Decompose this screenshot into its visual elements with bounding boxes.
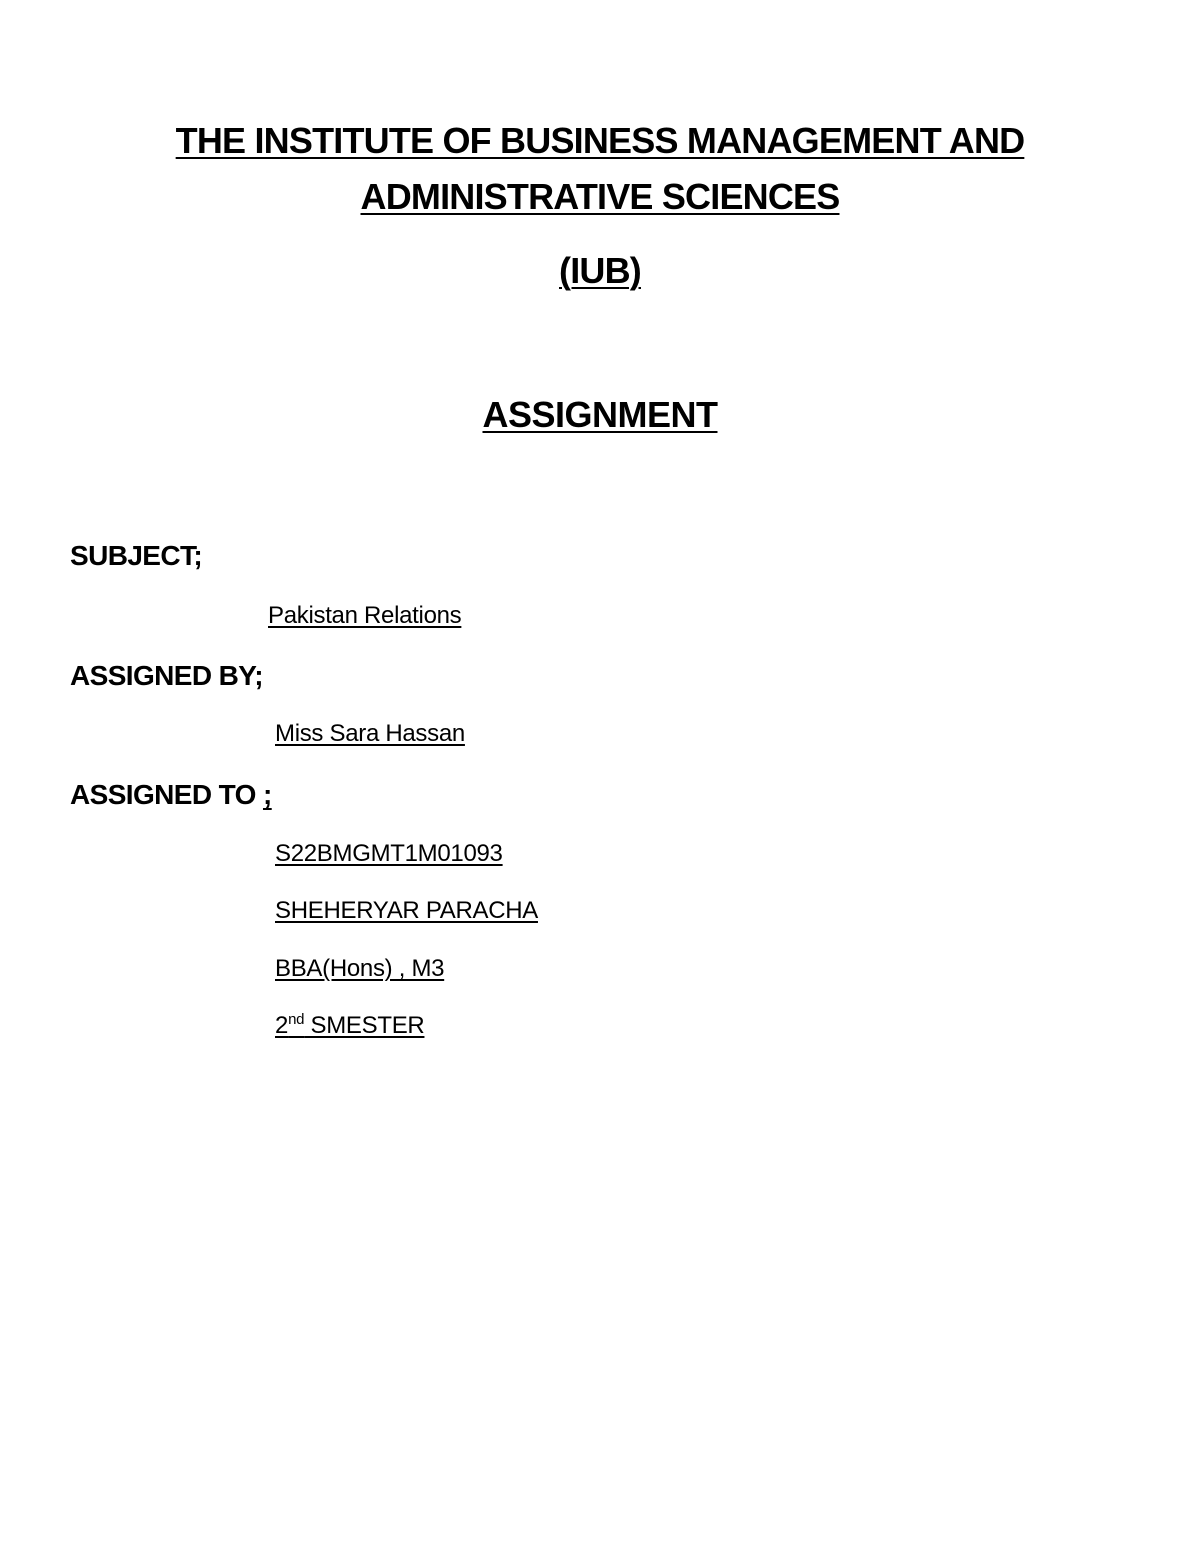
document-type-heading: ASSIGNMENT (482, 394, 718, 435)
student-name: SHEHERYAR PARACHA (275, 897, 538, 924)
semester-ordinal-suffix: nd (288, 1011, 305, 1028)
assigned-to-label (70, 779, 272, 811)
student-program: BBA(Hons) , M3 (275, 955, 445, 982)
assigned-to-label-semicolon: ; (262, 779, 272, 810)
subject-value: Pakistan Relations (268, 602, 462, 629)
institute-title-line-1: THE INSTITUTE OF BUSINESS MANAGEMENT AND (175, 120, 1025, 161)
assigned-by-value: Miss Sara Hassan (275, 720, 465, 747)
student-id: S22BMGMT1M01093 (275, 840, 503, 867)
institute-abbreviation: (IUB) (559, 250, 641, 291)
assigned-by-label: ASSIGNED BY; (70, 660, 263, 691)
semester-number: 2 (275, 1012, 289, 1039)
semester-word: SMESTER (304, 1012, 425, 1039)
student-semester (275, 1012, 424, 1040)
subject-label: SUBJECT; (70, 540, 203, 571)
assigned-to-label-text: ASSIGNED TO (70, 779, 263, 810)
institute-title-line-2: ADMINISTRATIVE SCIENCES (360, 176, 840, 217)
